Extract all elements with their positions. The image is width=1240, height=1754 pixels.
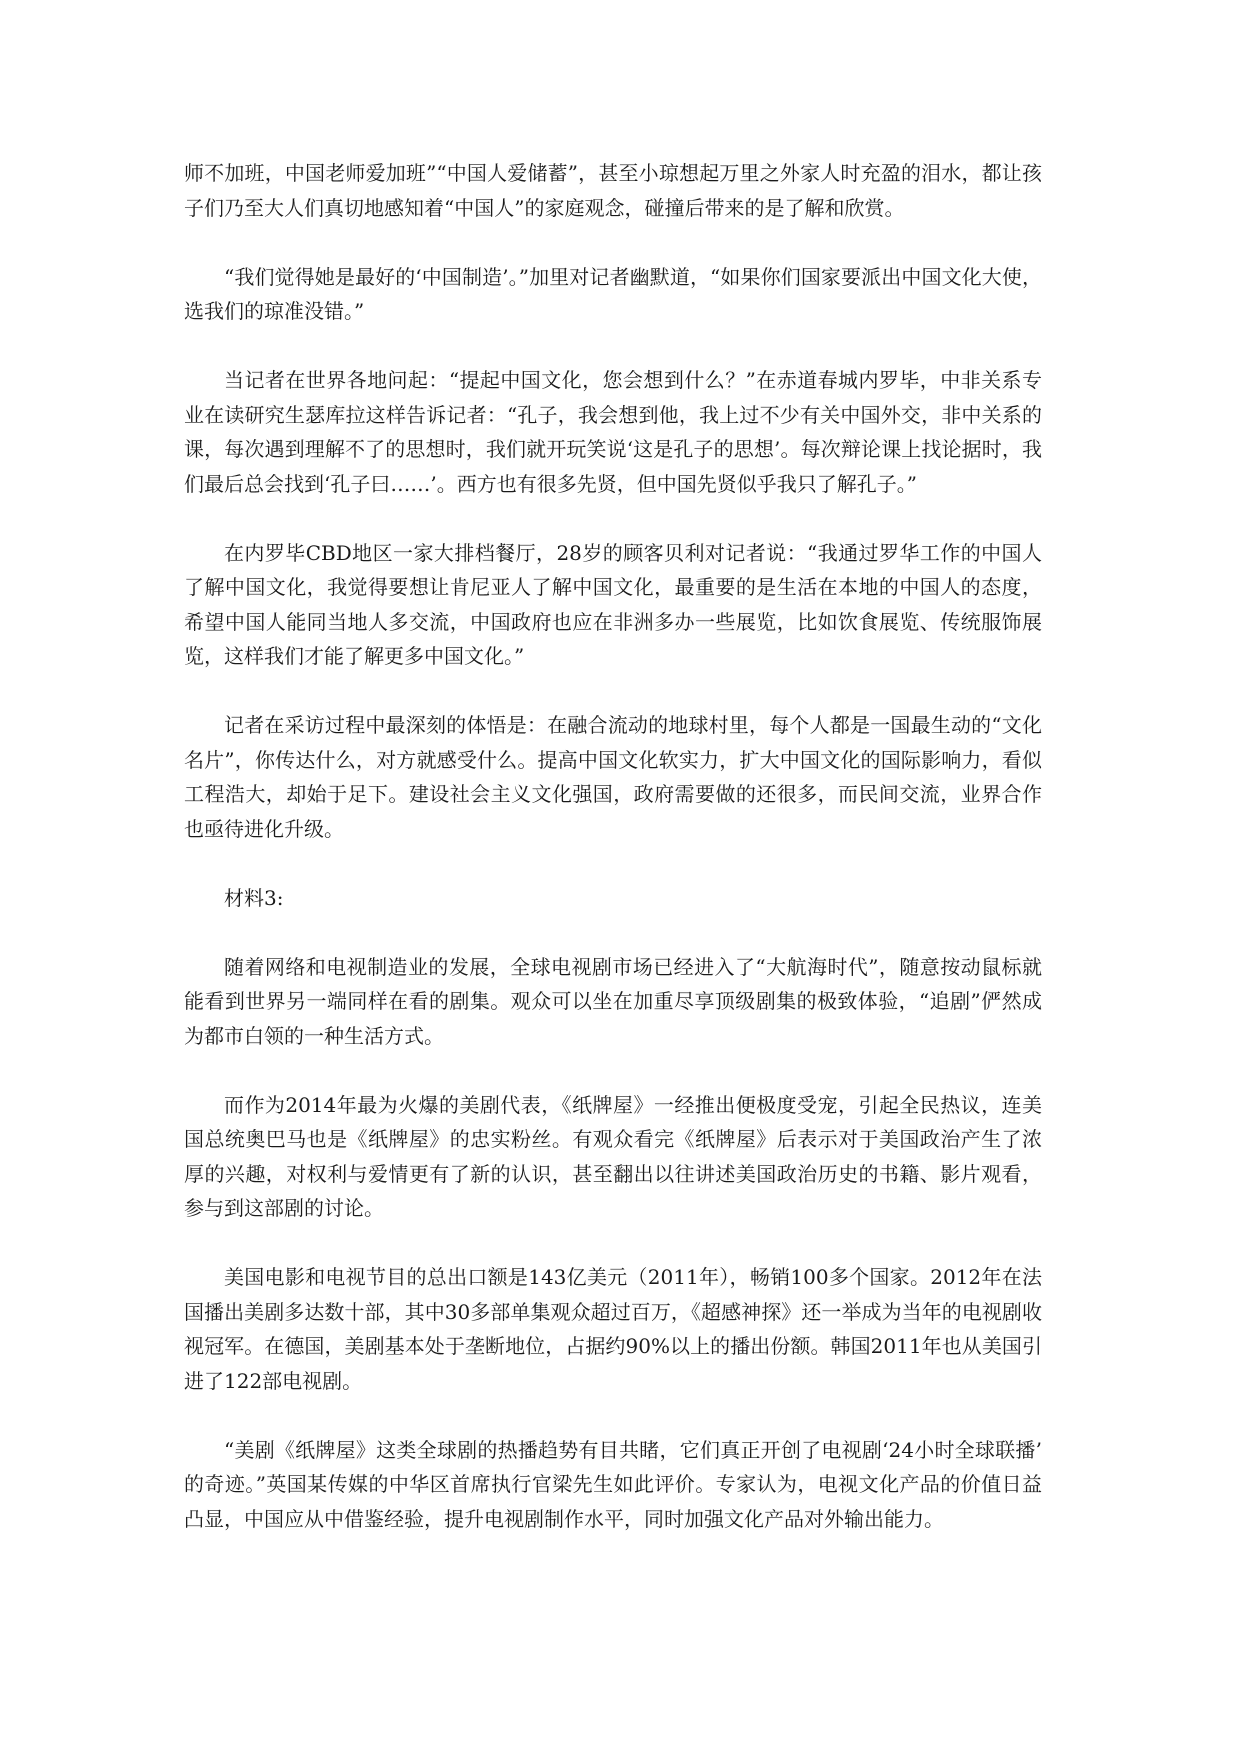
- document-body: [184, 156, 1042, 1571]
- paragraph-house-of-cards: 而作为2014年最为火爆的美剧代表，《纸牌屋》一经推出便极度受宠，引起全民热议，连美国总统奥巴马也是《纸牌屋》的忠实粉丝。有观众看完《纸牌屋》后表示对于美国政治产生了浓厚的兴趣，对权利与爱情更有了新的认识，甚至翻出以往讲述美国政治历史的书籍、影片观看，参与到这部剧的讨论。: [184, 1092, 1042, 1220]
- paragraph-continued: 师不加班，中国老师爱加班”“中国人爱储蓄”，甚至小琼想起万里之外家人时充盈的泪水，都让孩子们乃至大人们真切地感知着“中国人”的家庭观念，碰撞后带来的是了解和欣赏。: [184, 161, 1042, 220]
- paragraph-export-figures: 美国电影和电视节目的总出口额是143亿美元（2011年），畅销100多个国家。2012年在法国播出美剧多达数十部，其中30多部单集观众超过百万，《超感神探》还一举成为当年的电视剧收视冠军。在德国，美剧基本处于垄断地位，占据约90%以上的播出份额。韩国2011年也从美国引进了122部电视剧。: [184, 1265, 1042, 1393]
- paragraph-reporter-insight: 记者在采访过程中最深刻的体悟是：在融合流动的地球村里，每个人都是一国最生动的“文化名片”，你传达什么，对方就感受什么。提高中国文化软实力，扩大中国文化的国际影响力，看似工程浩大，却始于足下。建设社会主义文化强国，政府需要做的还很多，而民间交流，业界合作也亟待进化升级。: [184, 713, 1042, 841]
- paragraph-expert-comment: “美剧《纸牌屋》这类全球剧的热播趋势有目共睹，它们真正开创了电视剧‘24小时全球联播’的奇迹。”英国某传媒的中华区首席执行官梁先生如此评价。专家认为，电视文化产品的价值日益凸显，中国应从中借鉴经验，提升电视剧制作水平，同时加强文化产品对外输出能力。: [184, 1437, 1042, 1531]
- paragraph-tv-market: 随着网络和电视制造业的发展，全球电视剧市场已经进入了“大航海时代”，随意按动鼠标就能看到世界另一端同样在看的剧集。观众可以坐在加重尽享顶级剧集的极致体验，“追剧”俨然成为都市白领的一种生活方式。: [184, 954, 1042, 1048]
- section-heading-material-3: 材料3:: [224, 885, 284, 910]
- paragraph-nairobi-cbd: 在内罗毕CBD地区一家大排档餐厅，28岁的顾客贝利对记者说：“我通过罗华工作的中国人了解中国文化，我觉得要想让肯尼亚人了解中国文化，最重要的是生活在本地的中国人的态度，希望中国人能同当地人多交流，中国政府也应在非洲多办一些展览，比如饮食展览、传统服饰展览，这样我们才能了解更多中国文化。”: [184, 540, 1042, 668]
- paragraph-quote-gary: “我们觉得她是最好的‘中国制造’。”加里对记者幽默道，“如果你们国家要派出中国文化大使，选我们的琼准没错。”: [184, 264, 1042, 323]
- paragraph-confucius: 当记者在世界各地问起：“提起中国文化，您会想到什么？”在赤道春城内罗毕，中非关系专业在读研究生瑟库拉这样告诉记者：“孔子，我会想到他，我上过不少有关中国外交，非中关系的课，每次遇到理解不了的思想时，我们就开玩笑说‘这是孔子的思想’。每次辩论课上找论据时，我们最后总会找到‘孔子曰……’。西方也有很多先贤，但中国先贤似乎我只了解孔子。”: [184, 368, 1042, 496]
